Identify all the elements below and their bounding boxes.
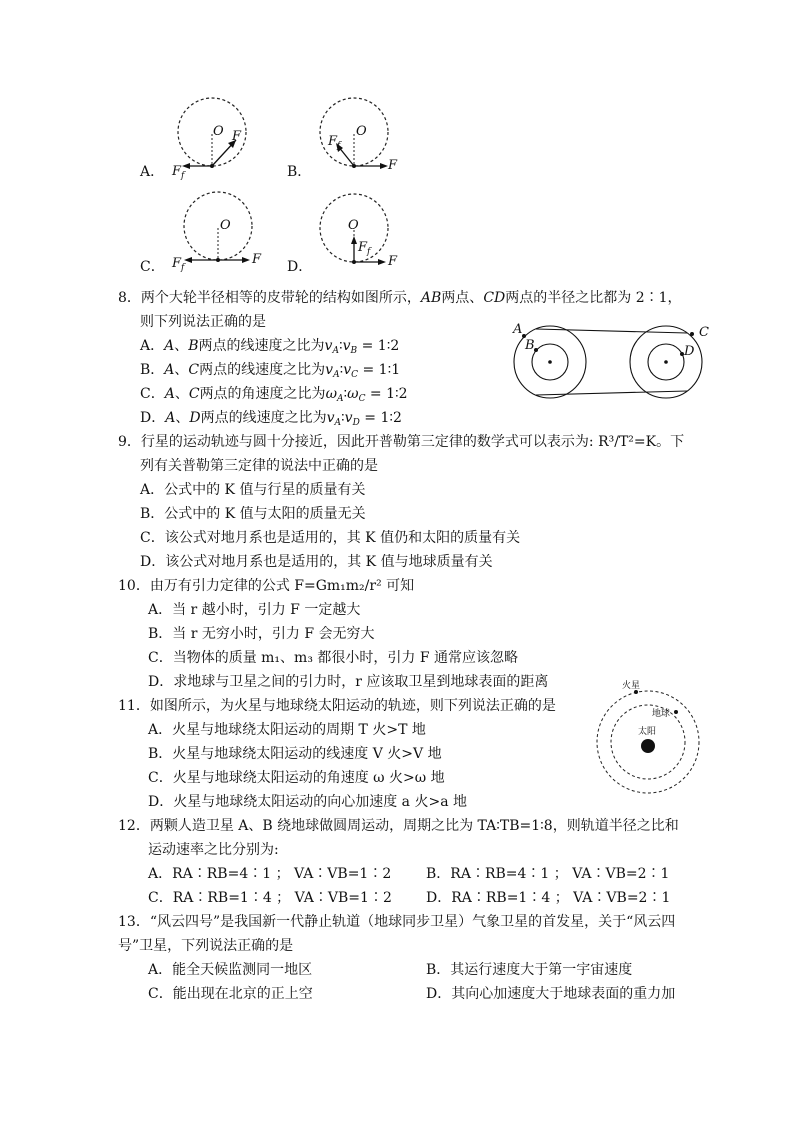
q13-option-c: C．能出现在北京的正上空	[148, 986, 313, 1002]
q9-stem-line2: 列有关普勒第三定律的说法中正确的是	[140, 458, 378, 474]
q12-option-d: D．RA∶RB=1∶4 ； VA∶VB=2∶1	[426, 890, 671, 906]
q7b-f-label: F	[388, 158, 398, 173]
q10-stem: 10．由万有引力定律的公式 F=Gm₁m₂/r² 可知	[118, 578, 415, 594]
q10-option-c: C．当物体的质量 m₁、m₃ 都很小时，引力 F 通常应该忽略	[148, 650, 519, 666]
q9-stem-line1: 9．行星的运动轨迹与圆十分接近，因此开普勒第三定律的数学式可以表示为: R³/T²=K。下	[118, 434, 685, 450]
q13-stem-line1: 13．“风云四号”是我国新一代静止轨道（地球同步卫星）气象卫星的首发星，关于“风云四	[118, 914, 676, 930]
q9-option-b: B．公式中的 K 值与太阳的质量无关	[140, 506, 366, 522]
q9-option-a: A．公式中的 K 值与行星的质量有关	[140, 482, 366, 498]
q7-figure-c	[168, 190, 264, 280]
q7b-o-label: O	[356, 124, 367, 139]
q7d-ff-label: $F_f$	[358, 240, 371, 257]
q8-point-b-label: B	[525, 338, 535, 353]
q11-stem: 11．如图所示，为火星与地球绕太阳运动的轨迹，则下列说法正确的是	[118, 698, 556, 714]
q8-option-c: C．A、C两点的角速度之比为$\omega_A∶\omega_C$ = 1∶2	[140, 386, 408, 404]
q10-option-d: D．求地球与卫星之间的引力时，r 应该取卫星到地球表面的距离	[148, 674, 549, 690]
q7-figure-d	[312, 190, 408, 280]
q11-mars-label: 火星	[622, 681, 641, 691]
q8-stem-line1: 8．两个大轮半径相等的皮带轮的结构如图所示，AB两点、CD两点的半径之比都为 2∶1，	[118, 290, 682, 306]
q11-option-a: A．火星与地球绕太阳运动的周期 T 火>T 地	[148, 722, 426, 738]
q8-point-c-label: C	[699, 325, 709, 340]
q7-figure-a	[168, 94, 248, 184]
q11-sun-label: 太阳	[638, 727, 657, 737]
q11-option-b: B．火星与地球绕太阳运动的线速度 V 火>V 地	[148, 746, 442, 762]
q11-option-d: D．火星与地球绕太阳运动的向心加速度 a 火>a 地	[148, 794, 467, 810]
q12-stem-line1: 12．两颗人造卫星 A、B 绕地球做圆周运动，周期之比为 TA∶TB=1∶8，则轨道半径之比和	[118, 818, 679, 834]
q12-stem-line2: 运动速率之比分别为:	[148, 842, 279, 858]
q7d-f-label: F	[388, 254, 398, 269]
q7a-o-label: O	[213, 124, 224, 139]
q7a-ff-label: $F_f$	[172, 164, 185, 181]
q13-option-a: A．能全天候监测同一地区	[148, 962, 313, 978]
q10-option-b: B．当 r 无穷小时，引力 F 会无穷大	[148, 626, 375, 642]
q7-option-c-label: C．	[140, 259, 165, 275]
q7d-o-label: O	[348, 218, 359, 233]
q8-option-d: D．A、D两点的线速度之比为$v_A∶v_D$ = 1∶2	[140, 410, 402, 428]
q9-option-d: D．该公式对地月系也是适用的，其 K 值与地球质量有关	[140, 554, 493, 570]
q7a-f-label: F	[232, 129, 242, 144]
q7-option-a-label: A．	[140, 164, 165, 180]
q8-belt-pulley-figure	[506, 318, 712, 410]
q13-stem-line2: 号”卫星，下列说法正确的是	[118, 938, 294, 954]
q8-stem-line2: 则下列说法正确的是	[140, 314, 266, 330]
q7-figure-b	[312, 94, 408, 184]
q8-option-b: B．A、C两点的线速度之比为$v_A∶v_C$ = 1∶1	[140, 362, 401, 380]
q8-option-a: A．A、B两点的线速度之比为$v_A∶v_B$ = 1∶2	[140, 338, 400, 356]
q12-option-c: C．RA∶RB=1∶4 ； VA∶VB=1∶2	[148, 890, 392, 906]
q11-option-c: C．火星与地球绕太阳运动的角速度 ω 火>ω 地	[148, 770, 445, 786]
q7-option-d-label: D．	[287, 259, 313, 275]
q12-option-a: A．RA∶RB=4∶1 ； VA∶VB=1∶2	[148, 866, 392, 882]
q8-point-a-label: A	[513, 322, 523, 337]
q7c-ff-label: $F_f$	[172, 256, 185, 273]
q11-earth-label: 地球	[652, 709, 671, 719]
q8-point-d-label: D	[684, 344, 695, 359]
q7c-f-label: F	[252, 252, 262, 267]
q7b-ff-label: $F_f$	[328, 134, 341, 151]
q12-option-b: B．RA∶RB=4∶1 ； VA∶VB=2∶1	[426, 866, 670, 882]
q9-option-c: C．该公式对地月系也是适用的，其 K 值仍和太阳的质量有关	[140, 530, 521, 546]
q7c-o-label: O	[220, 218, 231, 233]
q13-option-b: B．其运行速度大于第一宇宙速度	[426, 962, 633, 978]
q7-option-b-label: B．	[287, 164, 312, 180]
q13-option-d: D．其向心加速度大于地球表面的重力加	[426, 986, 676, 1002]
q11-orbit-figure	[592, 678, 704, 798]
q10-option-a: A．当 r 越小时，引力 F 一定越大	[148, 602, 361, 618]
